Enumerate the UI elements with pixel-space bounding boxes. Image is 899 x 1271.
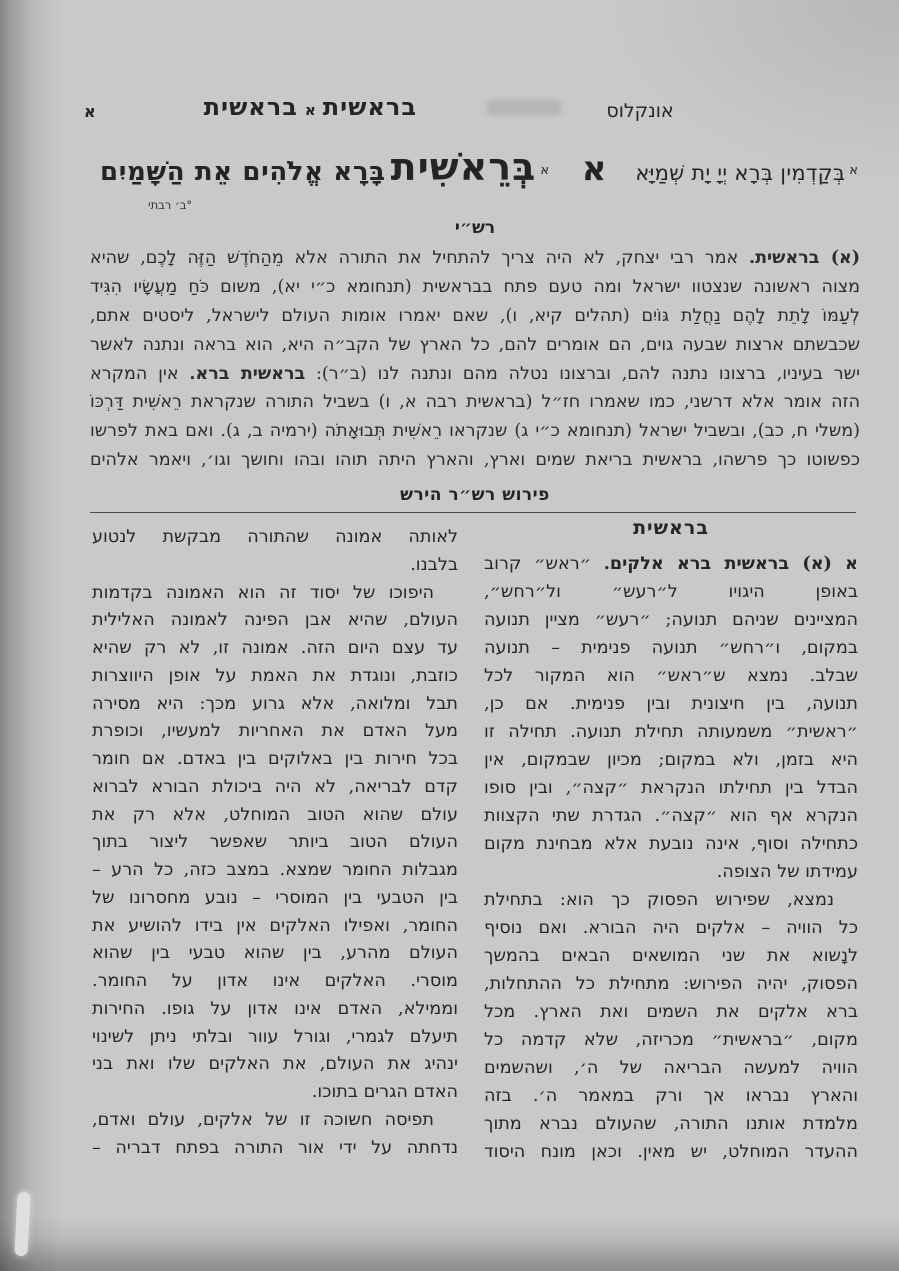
text-line: נדחתה על ידי אור התורה בפתח דבריה – xyxy=(92,1137,458,1158)
text-line: עמידתו של הצופה. xyxy=(716,862,858,882)
text-line: קדם לבריאה, לא היה ביכולת הבורא לברוא xyxy=(92,776,458,797)
text-line: כפשוטו כך פרשהו, בראשית בריאת שמים וארץ, והארץ היתה תוהו ובהו וחושך וגו׳, ויאמר אלהים xyxy=(90,450,860,471)
verse-marker: א xyxy=(540,163,550,178)
masora-note: °ב׳ רבתי xyxy=(148,198,193,212)
running-head-title xyxy=(203,92,417,121)
text-line: ההעדר המוחלט, יש מאין. וכאן מונח היסוד xyxy=(484,1142,858,1162)
text-line: מעל האדם את האחריות למעשיו, וכופרת xyxy=(92,721,458,742)
rashi-section-header: רש״י xyxy=(454,218,496,238)
text-line: הנקרא אף הוא ״קצה״. הגדרת שתי הקצוות xyxy=(484,806,858,826)
text-line: לאותה אמונה שהתורה מבקשת לנטוע xyxy=(92,527,458,547)
text-line: הבדל בין תחילתו הנקראת ״קצה״, ובין סופו xyxy=(484,778,858,798)
rashi-commentary-block xyxy=(90,244,860,475)
text-line: היא בזמן, ולא במקום; מכיון שבמקום, אין xyxy=(484,750,858,770)
hirsch-left-column-text xyxy=(92,524,458,1162)
text-line: מוסרי. האלקים אינו אדון על החומר. xyxy=(92,971,458,991)
text-line: האדם הגרים בתוכו. xyxy=(311,1082,458,1102)
text-line: לנָשוא את שני המושאים הבאים בהמשך xyxy=(484,946,858,966)
text-line: שכבשתם ארצות שבעה גוים, הם אומרים להם, כל הארץ של הקב״ה היא, הוא בראה ונתנה לאשר xyxy=(90,334,860,355)
text-line: העולם הטוב ביותר שאפשר ליצור בתוך xyxy=(92,832,458,853)
verse-first-word: בְּרֵאשִׁית xyxy=(390,144,537,189)
text-line: מגבלות החומר שמצא. במצב כזה, כל הרע – xyxy=(92,860,458,880)
hebrew-verse-group xyxy=(100,144,553,189)
ink-bleed-through-artifact xyxy=(487,100,561,115)
text-line: החומר, ואפילו האלקים אין בידו להושיע את xyxy=(92,915,458,936)
text-line: א (א) בראשית ברא אלקים. ״ראש״ קרוב xyxy=(484,553,858,574)
parsha-title: בראשית xyxy=(203,92,298,121)
hirsch-column-header: בראשית xyxy=(633,517,709,539)
text-line: בכל חירות בין באלוקים בין באדם. אם חומר xyxy=(92,749,458,769)
text-line: מצוה ראשונה שנצטוו ישראל ומה טעם פתח בבראשית (תנחומא כ״י יא), משום כֹּחַ מַעֲשָׂיו הִגִּיד xyxy=(90,276,860,297)
text-line: תפיסה חשוכה זו של אלקים, עולם ואדם, xyxy=(92,1109,434,1130)
onkelos-text: בְּקַדְמִין בְּרָא יְיָ יָת שְׁמַיָּא xyxy=(635,161,846,185)
text-line: והארץ נבראו אך ורק במאמר ה׳. בזה xyxy=(484,1086,858,1106)
text-line: הזה אומר אלא דרשני, כמו שאמרו חז״ל (בראשית רבה א, ו) בשביל התורה שנקראת רֵאשִׁית דַּרְכּוֹ xyxy=(90,392,860,413)
text-line: הפסוק, יהיה הפירוש: מתחילת כל ההתחלות, xyxy=(484,974,858,994)
hirsch-left-column xyxy=(92,524,458,1162)
text-line: עולם שהוא הטוב המוחלט, אלא רק את xyxy=(92,804,458,825)
text-line: באופן היגויו ל״רעש״ ול״רחש״, xyxy=(484,582,858,602)
text-line: מקום, ״בראשית״ מכריזה, שלא קדמה כל xyxy=(484,1030,858,1050)
text-line: מלמדת אותנו התורה, שהעולם נברא מתוך xyxy=(484,1114,858,1134)
text-line: ישר בעיניו, ברצונו נתנה להם, וברצונו נטלה מהם ונתנה לנו (ב״ר): בראשית ברא. אין המקרא xyxy=(90,363,860,384)
onkelos-verse-marker: א xyxy=(849,163,858,178)
text-line: תבל ומלואה, אלא גרוע מכך: היא מסירה xyxy=(92,693,458,714)
text-line: ברא אלקים את השמים ואת הארץ. מכל xyxy=(484,1002,858,1022)
text-line: העולם מהרע, בין שהוא טבעי בין שהוא xyxy=(92,943,458,964)
text-line: (א) בראשית. אמר רבי יצחק, לא היה צריך להתחיל את התורה אלא מֵהַחֹדֶשׁ הַזֶּה לָכֶם, שהיא xyxy=(90,248,860,268)
text-line: וממילא, האדם אינו אדון על גופו. החירות xyxy=(92,998,458,1019)
chapter-letter: א xyxy=(304,101,316,119)
text-line: בין הטבעי בין המוסרי – נובע מחסרונו של xyxy=(92,887,458,908)
text-line: העולם, שהיא אבן הפינה לאמונה האלילית xyxy=(92,610,458,631)
verse-text: בָּרָא אֱלֹהִים אֵת הַשָּׁמַיִם xyxy=(100,157,386,187)
page-number-letter: א xyxy=(84,102,96,121)
text-line: כתחילה וסוף, אינה נובעת אלא מבחינת מקום xyxy=(484,834,858,854)
text-line: שבלב. נמצא ש״ראש״ הוא המקור לכל xyxy=(484,666,858,686)
text-line: בלבנו. xyxy=(410,554,458,575)
chapter-numeral: א xyxy=(581,149,607,189)
text-line: ינהיג את העולם, את האלקים שלו ואת בני xyxy=(92,1054,458,1075)
hirsch-section-header: פירוש רש״ר הירש xyxy=(400,485,550,505)
text-line: לְעַמּוֹ לָתֵת לָהֶם נַחֲלַת גּוֹיִם (תהלים קיא, ו), שאם יאמרו אומות העולם לישראל, ליסטים אתם, xyxy=(90,305,860,326)
text-line: (משלי ח, כב), ובשביל ישראל (תנחומא כ״י ג) שנקראו רֵאשִׁית תְּבוּאָתֹה (ירמיה ב, ג). ואם באת לפרשו xyxy=(90,421,860,442)
text-line: תנועה, בין חיצונית ובין פנימית. אם כן, xyxy=(484,694,858,714)
hirsch-right-column xyxy=(484,517,858,1166)
section-divider-rule xyxy=(90,512,856,513)
text-line: נמצא, שפירוש הפסוק כך הוא: בתחילת xyxy=(484,890,834,910)
text-line: במקום, ו״רחש״ תנועה פנימית – תנועה xyxy=(484,638,858,658)
onkelos-verse-group xyxy=(635,161,862,185)
text-line: ״ראשית״ משמעותה תחילת תנועה. תחילה זו xyxy=(484,722,858,742)
onkelos-column-label: אונקלוס xyxy=(606,100,674,122)
text-line: כוזבת, ונוגדת את האמת על אופן היווצרות xyxy=(92,665,458,686)
text-line: כל הוויה – אלקים היה הבורא. ואם נוסיף xyxy=(484,918,858,938)
text-line: הוויה למעשה הבריאה של ה׳, ושהשמים xyxy=(484,1058,858,1078)
verse-line xyxy=(100,144,862,200)
page-edge-curl xyxy=(14,1192,30,1257)
hirsch-right-column-text xyxy=(484,550,858,1166)
text-line: היפוכו של יסוד זה הוא האמונה בקדמות xyxy=(92,582,434,603)
text-line: המציינים שניהם תנועה; ״רעש״ מציין תנועה xyxy=(484,610,858,630)
text-line: תיעלם לגמרי, וגורל עוור ובלתי ניתן לשינוי xyxy=(92,1026,458,1047)
text-line: עד עצם היום הזה. אמונה זו, לא רק שהיא xyxy=(92,638,458,658)
book-title: בראשית xyxy=(322,92,417,121)
